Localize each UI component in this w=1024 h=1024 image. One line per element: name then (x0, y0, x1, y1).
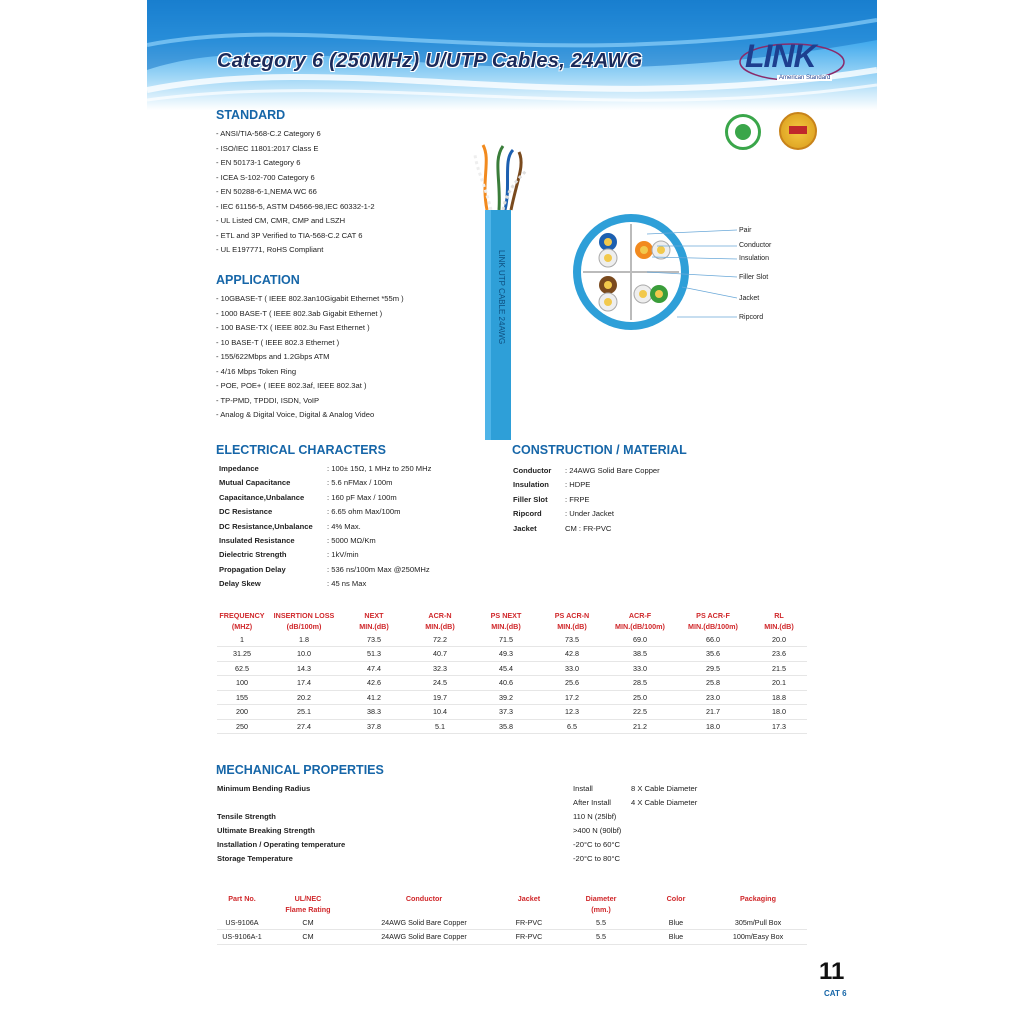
table-cell: 25.6 (539, 676, 605, 691)
table-cell: 66.0 (675, 632, 751, 647)
spec-value: : 100± 15Ω, 1 MHz to 250 MHz (327, 464, 432, 473)
table-cell: 47.4 (341, 661, 407, 676)
table-cell: 51.3 (341, 647, 407, 662)
table-cell: 21.5 (751, 661, 807, 676)
spec-key: Filler Slot (513, 494, 548, 504)
datasheet-page (147, 0, 877, 1024)
logo-subtitle: American Standard (779, 75, 831, 81)
table-cell: CM (267, 915, 349, 930)
spec-key: Jacket (513, 523, 537, 533)
table-cell: 71.5 (473, 632, 539, 647)
mech-value: >400 N (90lbf) (573, 826, 622, 835)
mechanical-heading: MECHANICAL PROPERTIES (216, 763, 384, 777)
construction-list (513, 466, 660, 538)
table-cell: Blue (643, 930, 709, 945)
install-value: 8 X Cable Diameter (631, 784, 698, 793)
list-item: - 100 BASE-TX ( IEEE 802.3u Fast Ethernet ) (216, 323, 404, 338)
table-row (217, 719, 807, 734)
cable-print: LINK UTP CABLE 24AWG (497, 250, 506, 345)
table-cell: 24.5 (407, 676, 473, 691)
link-logo (737, 38, 847, 88)
table-cell: FR-PVC (499, 915, 559, 930)
table-cell: 25.1 (267, 705, 341, 720)
mechanical-list (217, 784, 817, 874)
spec-value: : HDPE (565, 480, 591, 490)
th-line: ACR-N (428, 611, 452, 620)
th-line: FREQUENCY (219, 611, 265, 620)
list-item: - EN 50173-1 Category 6 (216, 158, 375, 173)
table-cell: 38.5 (605, 647, 675, 662)
table-cell: 20.0 (751, 632, 807, 647)
table-cell: 17.4 (267, 676, 341, 691)
spec-value: : 5.6 nFMax / 100m (327, 478, 393, 488)
mech-value: 110 N (25lbf) (573, 812, 617, 821)
spec-value: : Under Jacket (565, 509, 614, 519)
page-category: CAT 6 (824, 989, 847, 998)
table-cell: 29.5 (675, 661, 751, 676)
table-cell: 35.8 (473, 719, 539, 734)
th-line: MIN.(dB) (425, 622, 455, 631)
th-line: (mm.) (591, 905, 611, 914)
gold-seal-icon (779, 112, 817, 150)
table-cell: 1 (217, 632, 267, 647)
spec-key: Capacitance,Unbalance (219, 492, 305, 502)
application-heading: APPLICATION (216, 273, 300, 287)
table-row (217, 705, 807, 720)
table-cell: 20.1 (751, 676, 807, 691)
table-cell: 17.3 (751, 719, 807, 734)
th-line: Jacket (517, 894, 541, 903)
table-row (217, 661, 807, 676)
th-line: Diameter (585, 894, 617, 903)
th-line: MIN.(dB) (764, 622, 794, 631)
table-cell: 40.7 (407, 647, 473, 662)
th-line: PS NEXT (490, 611, 522, 620)
table-cell: 62.5 (217, 661, 267, 676)
list-item: - POE, POE+ ( IEEE 802.3af, IEEE 802.3at ) (216, 381, 404, 396)
table-cell: CM (267, 930, 349, 945)
standard-heading: STANDARD (216, 108, 286, 122)
table-cell: 6.5 (539, 719, 605, 734)
th-line: MIN.(dB) (557, 622, 587, 631)
table-row (217, 690, 807, 705)
table-cell: 72.2 (407, 632, 473, 647)
spec-value: : 5000 MΩ/Km (327, 535, 376, 545)
list-item: - IEC 61156-5, ASTM D4566-98,IEC 60332-1-2 (216, 202, 375, 217)
table-cell: 20.2 (267, 690, 341, 705)
list-item: - 1000 BASE-T ( IEEE 802.3ab Gigabit Ethernet ) (216, 309, 404, 324)
install-label: Install (573, 784, 593, 793)
list-item: - 10 BASE-T ( IEEE 802.3 Ethernet ) (216, 338, 404, 353)
spec-key: Insulation (513, 480, 549, 490)
spec-value: : 160 pF Max / 100m (327, 492, 397, 502)
th-line: Conductor (405, 894, 443, 903)
spec-key: Dielectric Strength (219, 550, 287, 560)
list-item: - EN 50288-6-1,NEMA WC 66 (216, 187, 375, 202)
table-row (217, 676, 807, 691)
table-cell: 33.0 (605, 661, 675, 676)
table-row (217, 647, 807, 662)
mech-value: -20°C to 80°C (573, 854, 621, 863)
table-cell: 37.3 (473, 705, 539, 720)
table-cell: 19.7 (407, 690, 473, 705)
list-item: - ICEA S-102-700 Category 6 (216, 173, 375, 188)
list-item: - Analog & Digital Voice, Digital & Analog Video (216, 410, 404, 425)
list-item: - 10GBASE-T ( IEEE 802.3an10Gigabit Ethernet *55m ) (216, 294, 404, 309)
mech-key: Tensile Strength (217, 812, 276, 821)
label-pair: Pair (739, 227, 752, 234)
spec-key: Propagation Delay (219, 564, 286, 574)
table-row (217, 915, 807, 930)
table-cell: 23.0 (675, 690, 751, 705)
th-line: Packaging (740, 894, 776, 903)
spec-value: : 24AWG Solid Bare Copper (565, 466, 660, 475)
table-cell: 24AWG Solid Bare Copper (349, 915, 499, 930)
spec-value: : 536 ns/100m Max @250MHz (327, 564, 430, 574)
label-insulation: Insulation (739, 255, 769, 262)
table-cell: 5.5 (559, 915, 643, 930)
table-cell: 31.25 (217, 647, 267, 662)
table-cell: 5.5 (559, 930, 643, 945)
mech-value: -20°C to 60°C (573, 840, 621, 849)
after-install-label: After Install (573, 798, 611, 807)
table-cell: FR-PVC (499, 930, 559, 945)
table-cell: 69.0 (605, 632, 675, 647)
spec-key: Impedance (219, 464, 259, 473)
th-line: PS ACR-F (696, 611, 730, 620)
table-cell: 33.0 (539, 661, 605, 676)
table-cell: 100m/Easy Box (709, 930, 807, 945)
table-cell: 42.6 (341, 676, 407, 691)
table-cell: 25.0 (605, 690, 675, 705)
spec-value: : 4% Max. (327, 521, 361, 531)
spec-value: : 45 ns Max (327, 579, 367, 589)
label-filler-slot: Filler Slot (739, 274, 769, 281)
bending-label: Minimum Bending Radius (217, 784, 311, 793)
table-cell: 18.0 (751, 705, 807, 720)
th-line: RL (774, 611, 784, 620)
table-cell: 37.8 (341, 719, 407, 734)
table-cell: 12.3 (539, 705, 605, 720)
electrical-heading: ELECTRICAL CHARACTERS (216, 443, 386, 457)
table-cell: 1.8 (267, 632, 341, 647)
table-cell: 42.8 (539, 647, 605, 662)
table-cell: 155 (217, 690, 267, 705)
table-row (217, 930, 807, 945)
table-cell: 100 (217, 676, 267, 691)
table-cell: 28.5 (605, 676, 675, 691)
list-item: - ETL and 3P Verified to TIA-568-C.2 CAT 6 (216, 231, 375, 246)
table-cell: 23.6 (751, 647, 807, 662)
table-cell: 10.0 (267, 647, 341, 662)
table-cell: 10.4 (407, 705, 473, 720)
table-cell: 49.3 (473, 647, 539, 662)
th-line: MIN.(dB) (491, 622, 521, 631)
table-cell: 73.5 (539, 632, 605, 647)
table-cell: 21.2 (605, 719, 675, 734)
spec-key: Delay Skew (219, 579, 261, 589)
electrical-list (219, 464, 431, 594)
parts-table (217, 893, 807, 945)
table-cell: 5.1 (407, 719, 473, 734)
list-item: - UL Listed CM, CMR, CMP and LSZH (216, 216, 375, 231)
list-item: - 155/622Mbps and 1.2Gbps ATM (216, 352, 404, 367)
spec-value: : 6.65 ohm Max/100m (327, 507, 401, 517)
callout-lines (647, 222, 739, 327)
green-badge-icon (725, 114, 761, 150)
th-line: (dB/100m) (286, 622, 322, 631)
th-line: Color (666, 894, 686, 903)
table-cell: 200 (217, 705, 267, 720)
list-item: - UL E197771, RoHS Compliant (216, 245, 375, 260)
label-jacket: Jacket (739, 295, 760, 302)
spec-key: DC Resistance (219, 507, 273, 517)
table-cell: 38.3 (341, 705, 407, 720)
list-item: - ANSI/TIA-568-C.2 Category 6 (216, 129, 375, 144)
mech-key: Installation / Operating temperature (217, 840, 346, 849)
mech-key: Ultimate Breaking Strength (217, 826, 315, 835)
table-cell: 18.0 (675, 719, 751, 734)
th-line: MIN.(dB/100m) (688, 622, 738, 631)
table-cell: 18.8 (751, 690, 807, 705)
spec-value: : 1kV/min (327, 550, 359, 560)
standard-list (216, 129, 375, 260)
label-conductor: Conductor (739, 242, 772, 249)
list-item: - TP-PMD, TPDDI, ISDN, VoIP (216, 396, 404, 411)
table-cell: 35.6 (675, 647, 751, 662)
table-cell: 45.4 (473, 661, 539, 676)
table-cell: 40.6 (473, 676, 539, 691)
logo-text: LINK (745, 38, 816, 74)
mech-key: Storage Temperature (217, 854, 293, 863)
list-item: - 4/16 Mbps Token Ring (216, 367, 404, 382)
table-cell: US-9106A (217, 915, 267, 930)
table-cell: Blue (643, 915, 709, 930)
table-cell: 25.8 (675, 676, 751, 691)
th-line: (MHZ) (231, 622, 253, 631)
header-banner (147, 0, 877, 110)
table-cell: 73.5 (341, 632, 407, 647)
spec-value: CM : FR-PVC (565, 523, 612, 533)
th-line: UL/NEC (294, 894, 322, 903)
spec-key: Conductor (513, 466, 552, 475)
table-cell: 22.5 (605, 705, 675, 720)
spec-key: Insulated Resistance (219, 535, 295, 545)
table-cell: US-9106A-1 (217, 930, 267, 945)
page-title: Category 6 (250MHz) U/UTP Cables, 24AWG (217, 50, 643, 72)
table-cell: 24AWG Solid Bare Copper (349, 930, 499, 945)
th-line: Part No. (228, 894, 256, 903)
th-line: ACR-F (628, 611, 652, 620)
after-install-value: 4 X Cable Diameter (631, 798, 698, 807)
table-cell: 250 (217, 719, 267, 734)
spec-key: DC Resistance,Unbalance (219, 521, 313, 531)
table-row (217, 632, 807, 647)
th-line: MIN.(dB/100m) (615, 622, 665, 631)
th-line: NEXT (364, 611, 384, 620)
application-list (216, 294, 404, 425)
table-cell: 14.3 (267, 661, 341, 676)
label-ripcord: Ripcord (739, 314, 764, 321)
th-line: Flame Rating (285, 905, 331, 914)
table-cell: 39.2 (473, 690, 539, 705)
table-cell: 305m/Pull Box (709, 915, 807, 930)
spec-key: Mutual Capacitance (219, 478, 291, 488)
spec-key: Ripcord (513, 509, 542, 519)
performance-table (217, 610, 807, 734)
table-cell: 21.7 (675, 705, 751, 720)
construction-heading: CONSTRUCTION / MATERIAL (512, 443, 687, 457)
th-line: MIN.(dB) (359, 622, 389, 631)
table-cell: 32.3 (407, 661, 473, 676)
table-cell: 17.2 (539, 690, 605, 705)
spec-value: : FRPE (565, 494, 590, 504)
list-item: - ISO/IEC 11801:2017 Class E (216, 144, 375, 159)
th-line: INSERTION LOSS (273, 611, 335, 620)
table-cell: 27.4 (267, 719, 341, 734)
table-cell: 41.2 (341, 690, 407, 705)
th-line: PS ACR-N (554, 611, 590, 620)
page-number: 11 (819, 958, 845, 985)
